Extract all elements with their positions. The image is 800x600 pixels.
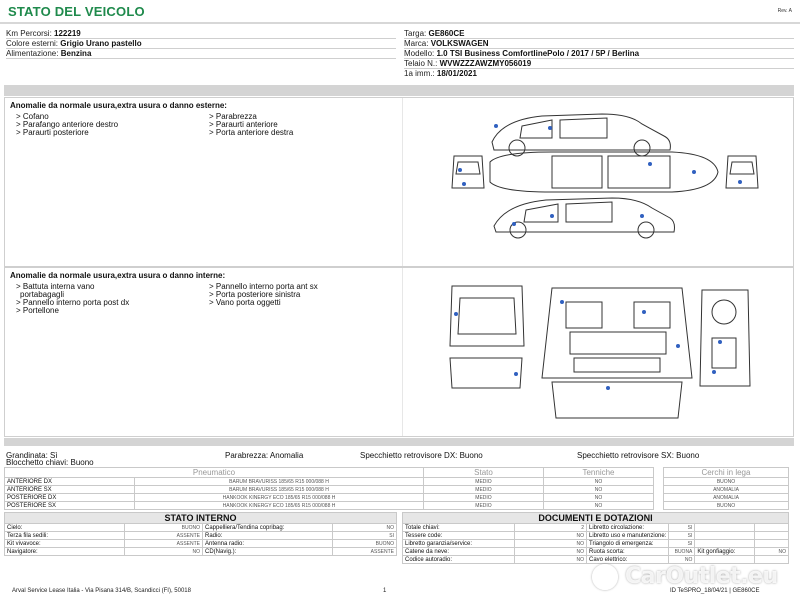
table-row [5, 486, 789, 494]
internal-car-diagram [402, 268, 792, 436]
cell-label: Cappelliera/Tendina copribag: [203, 524, 333, 532]
tyres-table [4, 467, 789, 510]
color-row [6, 39, 396, 49]
km-value: 122219 [54, 29, 81, 38]
registration-label: 1a imm.: [404, 69, 435, 78]
vin-label: Telaio N.: [404, 59, 438, 68]
cell-label: Totale chiavi: [403, 524, 515, 532]
cell-value: SI [669, 532, 695, 540]
list-item: > Cofano [16, 112, 49, 121]
plate-value: GE860CE [428, 29, 465, 38]
cell-label: Cavo elettrico: [587, 556, 669, 564]
cell-label: Libretto uso e manutenzione: [587, 532, 669, 540]
internal-status-title: STATO INTERNO [5, 513, 397, 524]
cell-label: Navigatore: [5, 548, 125, 556]
tyre-technical: NO [544, 478, 654, 486]
external-damage-list-1 [16, 113, 118, 137]
tyre-rims: BUONO [664, 478, 789, 486]
summary-blocchetto: Blocchetto chiavi: Buono [6, 458, 94, 467]
table-row [5, 478, 789, 486]
header-technical: Tenniche [544, 468, 654, 478]
cell-value: ASSENTE [333, 548, 397, 556]
fuel-value: Benzina [60, 49, 92, 58]
table-row [403, 532, 789, 540]
table-row [5, 494, 789, 502]
internal-damage-list-2 [209, 283, 318, 307]
header-rims: Cerchi in lega [664, 468, 789, 478]
tyre-state: MEDIO [424, 494, 544, 502]
cell-label: Cielo: [5, 524, 125, 532]
cell-value: NO [515, 548, 587, 556]
list-item: > Pannello interno porta ant sx [209, 282, 318, 291]
color-label: Colore esterni: [6, 39, 59, 48]
list-item: portabagagli [20, 290, 65, 299]
cell-label [695, 524, 755, 532]
footer-company: Arval Service Lease Italia - Via Pisana 314/B, Scandicci (FI), 50018 [12, 588, 191, 594]
cell-value [755, 524, 789, 532]
tyre-technical: NO [544, 502, 654, 510]
model-row [404, 49, 794, 59]
cell-value: 2 [515, 524, 587, 532]
cell-value: NO [755, 548, 789, 556]
table-row [403, 540, 789, 548]
brand-row [404, 39, 794, 49]
list-item: > Pannello interno porta post dx [16, 298, 130, 307]
registration-value: 18/01/2021 [436, 69, 477, 78]
summary-specchietto-dx: Specchietto retrovisore DX: Buono [360, 451, 483, 460]
footer-code: ID TeSPRO_18/04/21 | GE860CE [670, 588, 760, 594]
external-car-diagram [402, 98, 792, 266]
tyre-state: MEDIO [424, 486, 544, 494]
cell-label: Ruota scorta: [587, 548, 669, 556]
list-item: > Vano porta oggetti [209, 298, 281, 307]
tyre-model: BARUM BRAVURISS 185/65 R15 000/088 H [135, 486, 424, 494]
km-label: Km Percorsi: [6, 29, 52, 38]
vin-row [404, 59, 794, 69]
table-header-row [5, 468, 789, 478]
table-row [5, 502, 789, 510]
brand-label: Marca: [404, 39, 429, 48]
tyre-pos: POSTERIORE SX [5, 502, 135, 510]
list-item: > Porta anteriore destra [209, 128, 294, 137]
cell-label [695, 556, 755, 564]
cell-value [755, 556, 789, 564]
cell-value: BUONA [669, 548, 695, 556]
tyre-model: BARUM BRAVURISS 185/65 R15 000/088 H [135, 478, 424, 486]
section-divider-bar [4, 85, 794, 96]
list-item: > Paraurti anteriore [209, 120, 278, 129]
cell-value: SI [669, 540, 695, 548]
cell-value: ASSENTE [125, 532, 203, 540]
tyre-model: HANKOOK KINERGY ECO 185/65 R15 000/088 H [135, 494, 424, 502]
page-title: STATO DEL VEICOLO [8, 4, 145, 19]
vin-value: WVWZZZAWZMY056019 [439, 59, 532, 68]
cell-value [755, 540, 789, 548]
cell-label [695, 532, 755, 540]
tyre-rims: BUONO [664, 502, 789, 510]
list-item: > Parafango anteriore destro [16, 120, 119, 129]
cell-value: NO [515, 532, 587, 540]
documents-table [402, 512, 789, 564]
list-item: > Porta posteriore sinistra [209, 290, 301, 299]
table-row [5, 548, 397, 556]
model-value: 1.0 TSI Business ComfortlinePolo / 2017 / 5P / Berlina [436, 49, 640, 58]
internal-status-table [4, 512, 397, 556]
table-row [5, 524, 397, 532]
plate-label: Targa: [404, 29, 427, 38]
cell-label: Kit vivavoce: [5, 540, 125, 548]
registration-row [404, 69, 794, 78]
cell-value: NO [515, 556, 587, 564]
cell-label: Radio: [203, 532, 333, 540]
cell-value [755, 532, 789, 540]
km-row [6, 29, 396, 39]
tyre-pos: ANTERIORE DX [5, 478, 135, 486]
cell-label: Catene da neve: [403, 548, 515, 556]
cell-label: Triangolo di emergenza: [587, 540, 669, 548]
external-damage-list-2 [209, 113, 293, 137]
summary-parabrezza: Parabrezza: Anomalia [225, 451, 304, 460]
tyre-rims: ANOMALIA [664, 486, 789, 494]
documents-title: DOCUMENTI E DOTAZIONI [403, 513, 789, 524]
tyre-technical: NO [544, 486, 654, 494]
model-label: Modello: [404, 49, 435, 58]
cell-label: CD(Navig.): [203, 548, 333, 556]
header-state: Stato [424, 468, 544, 478]
cell-label: Antenna radio: [203, 540, 333, 548]
cell-label: Kit gonfiaggio: [695, 548, 755, 556]
tyre-state: MEDIO [424, 502, 544, 510]
table-row [403, 548, 789, 556]
tyre-technical: NO [544, 494, 654, 502]
cell-value: NO [515, 540, 587, 548]
table-row [5, 532, 397, 540]
cell-label: Tessere code: [403, 532, 515, 540]
tyre-pos: ANTERIORE SX [5, 486, 135, 494]
tyre-state: MEDIO [424, 478, 544, 486]
tyre-model: HANKOOK KINERGY ECO 185/65 R15 000/088 H [135, 502, 424, 510]
summary-grandinata: Grandinata: Sì [6, 451, 58, 460]
footer-page-number: 1 [383, 588, 387, 594]
fuel-label: Alimentazione: [6, 49, 59, 58]
revision-label: Rev. A [777, 8, 792, 14]
color-value: Grigio Urano pastello [60, 39, 142, 48]
header-divider [0, 22, 800, 24]
list-item: > Battuta interna vano [16, 282, 95, 291]
tyre-pos: POSTERIORE DX [5, 494, 135, 502]
cell-label [695, 540, 755, 548]
cell-value: SI [669, 524, 695, 532]
cell-label: Libretto circolazione: [587, 524, 669, 532]
header-tyre: Pneumatico [5, 468, 424, 478]
cell-label: Codice autoradio: [403, 556, 515, 564]
cell-value: SI [333, 532, 397, 540]
summary-specchietto-sx: Specchietto retrovisore SX: Buono [577, 451, 700, 460]
cell-value: BUONO [125, 524, 203, 532]
brand-value: VOLKSWAGEN [430, 39, 489, 48]
cell-value: NO [125, 548, 203, 556]
watermark-text: CarOutlet.eu [625, 564, 778, 589]
cell-value: NO [333, 524, 397, 532]
list-item: > Portellone [16, 306, 59, 315]
plate-row [404, 29, 794, 39]
list-item: > Parabrezza [209, 112, 257, 121]
tyre-rims: ANOMALIA [664, 494, 789, 502]
external-damage-title: Anomalie da normale usura,extra usura o danno esterne: [10, 101, 227, 110]
cell-label: Terza fila sedili: [5, 532, 125, 540]
internal-damage-list-1 [16, 283, 129, 315]
cell-value: ASSENTE [125, 540, 203, 548]
watermark-logo-icon [592, 564, 618, 590]
fuel-row [6, 49, 396, 59]
table-row [5, 540, 397, 548]
table-row [403, 524, 789, 532]
internal-damage-title: Anomalie da normale usura,extra usura o danno interne: [10, 271, 226, 280]
cell-value: BUONO [333, 540, 397, 548]
cell-label: Libretto garanzia/service: [403, 540, 515, 548]
summary-divider-bar [4, 438, 794, 446]
cell-value: NO [669, 556, 695, 564]
table-row [403, 556, 789, 564]
list-item: > Paraurti posteriore [16, 128, 89, 137]
